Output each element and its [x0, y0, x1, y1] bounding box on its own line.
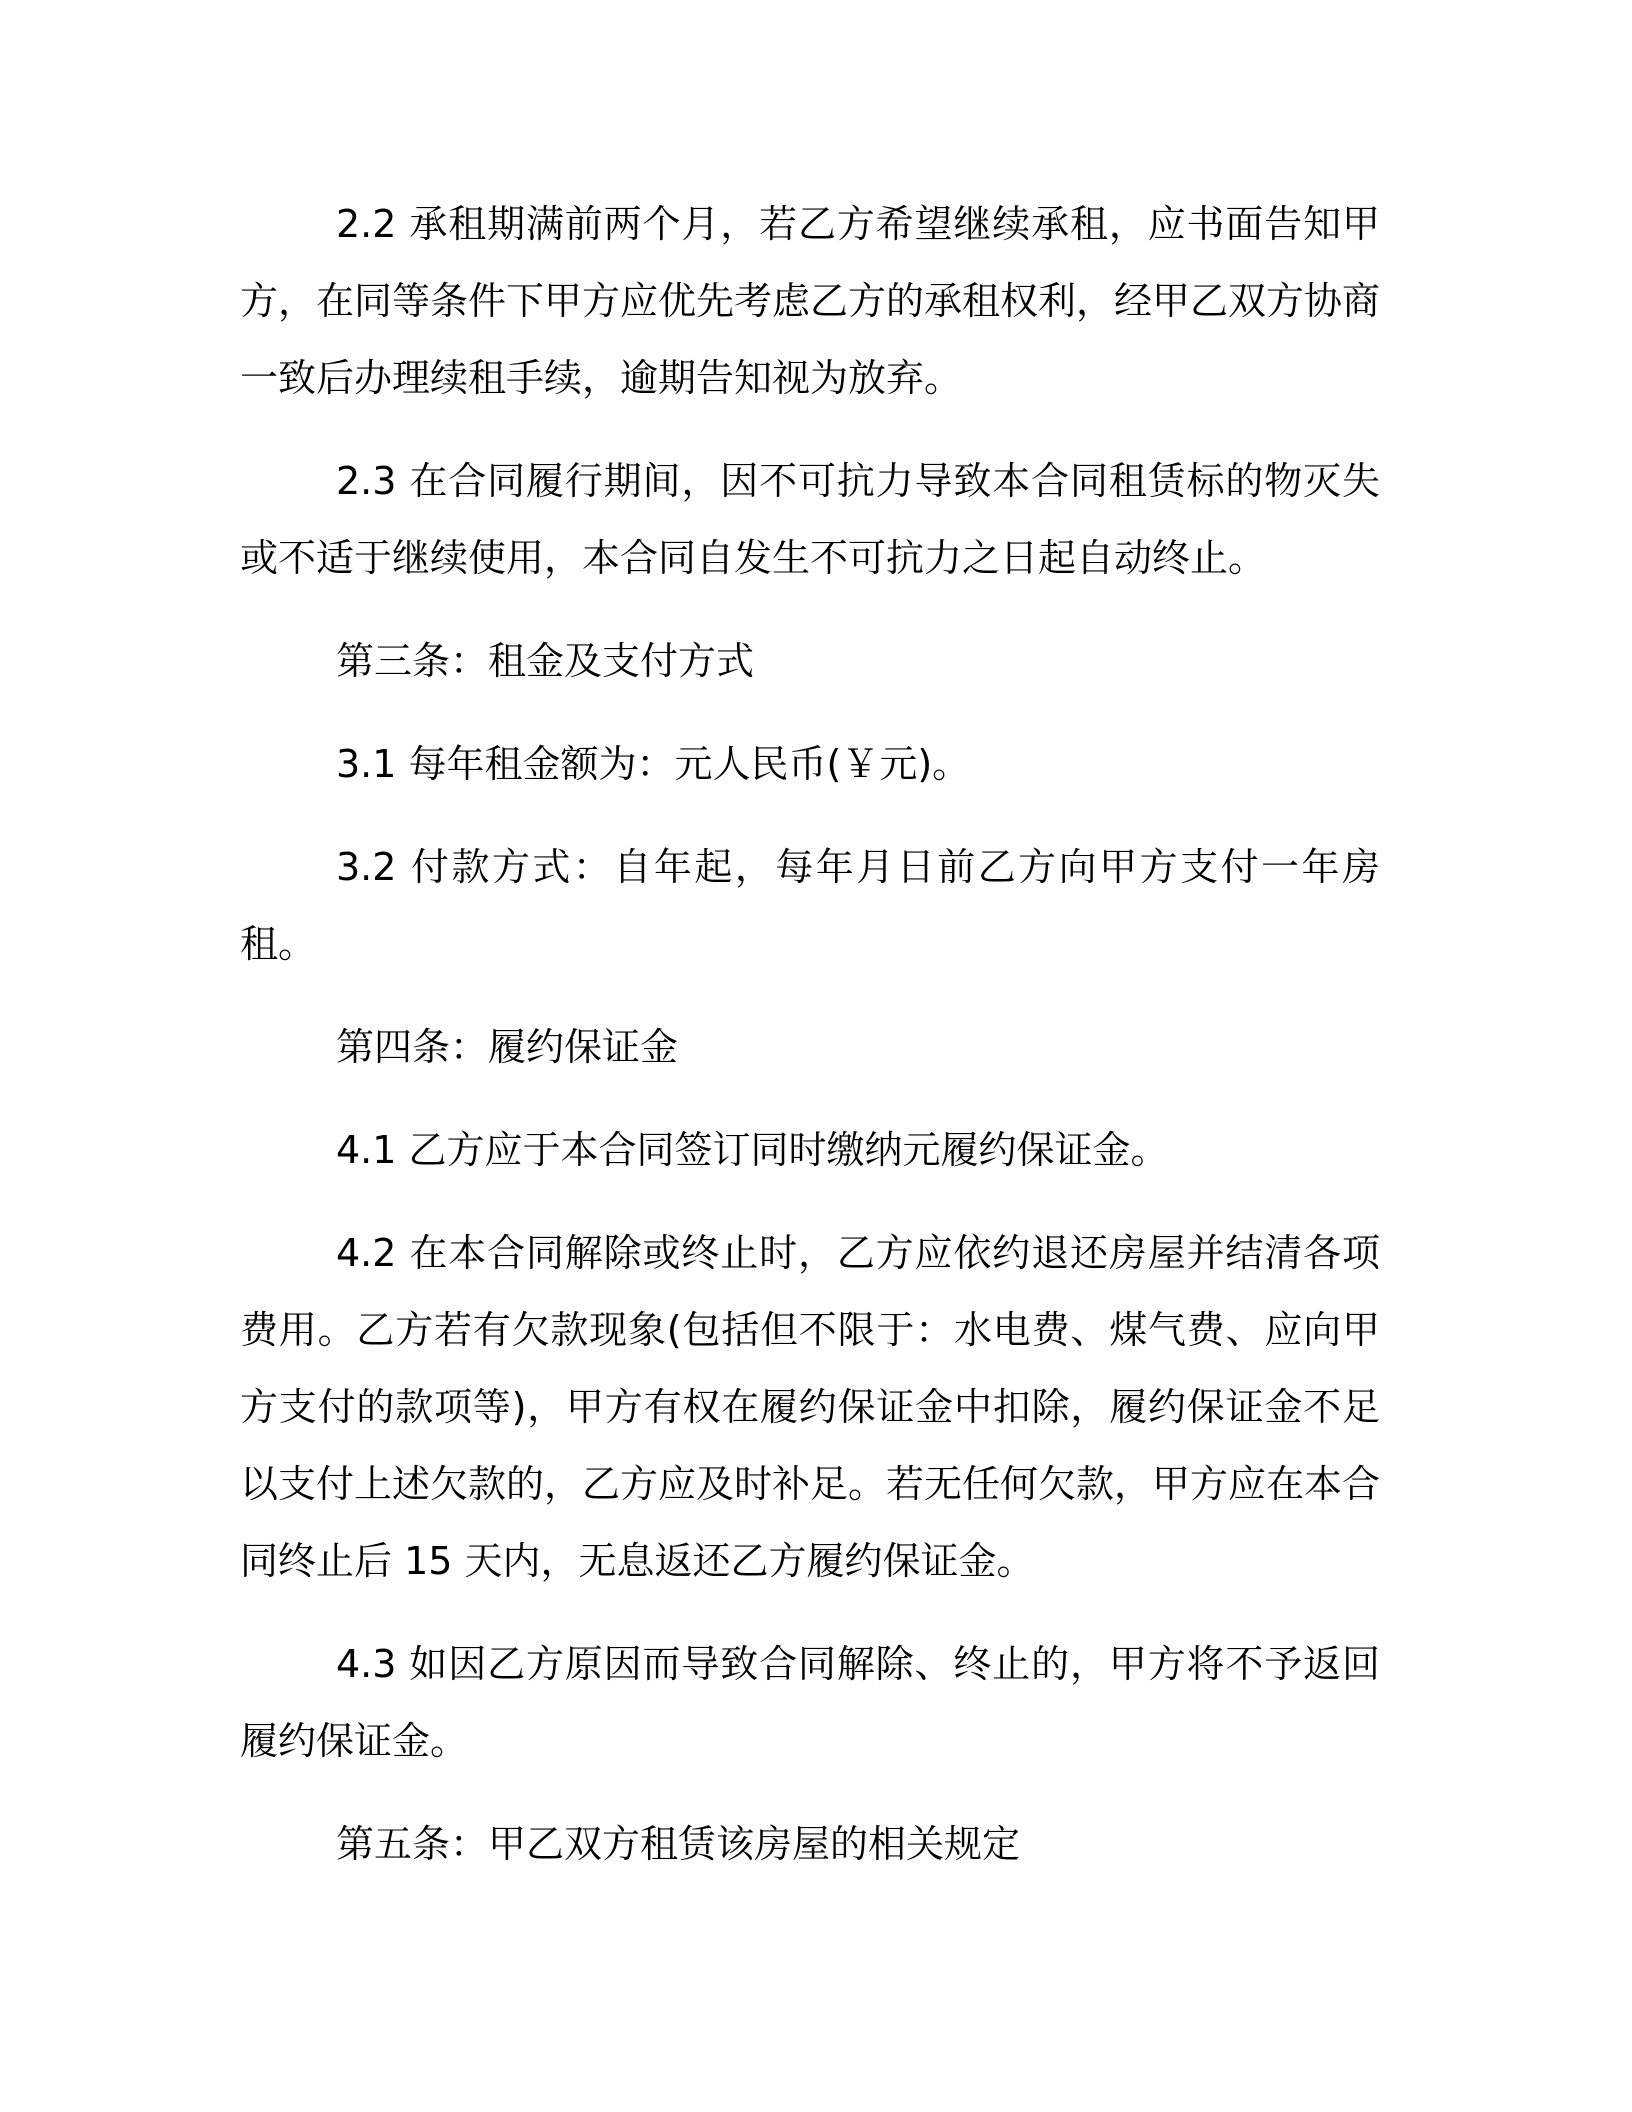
article-4-heading: 第四条：履约保证金 [336, 1025, 679, 1069]
clause-3-1: 3.1 每年租金额为：元人民币(￥元)。 [336, 742, 971, 786]
clause-4-2: 4.2 在本合同解除或终止时，乙方应依约退还房屋并结清各项费用。乙方若有欠款现象(包括但不限于：水电费、煤气费、应向甲方支付的款项等)，甲方有权在履约保证金中扣除，履约保证金不足以支付上述欠款的，乙方应及时补足。若无任何欠款，甲方应在本合同终止后 15 天内，无息返还乙方履约保证金。 [240, 1231, 1381, 1583]
article-3-heading: 第三条：租金及支付方式 [336, 639, 755, 683]
clause-3-2: 3.2 付款方式：自年起，每年月日前乙方向甲方支付一年房租。 [240, 845, 1380, 966]
clause-4-3: 4.3 如因乙方原因而导致合同解除、终止的，甲方将不予返回履约保证金。 [240, 1642, 1380, 1763]
clause-2-2: 2.2 承租期满前两个月，若乙方希望继续承租，应书面告知甲方，在同等条件下甲方应优先考虑乙方的承租权利，经甲乙双方协商一致后办理续租手续，逾期告知视为放弃。 [240, 202, 1381, 400]
clause-4-1: 4.1 乙方应于本合同签订同时缴纳元履约保证金。 [336, 1128, 1169, 1172]
document-body [240, 186, 1380, 1909]
clause-2-3: 2.3 在合同履行期间，因不可抗力导致本合同租赁标的物灭失或不适于继续使用，本合同自发生不可抗力之日起自动终止。 [240, 459, 1380, 580]
article-5-heading: 第五条：甲乙双方租赁该房屋的相关规定 [336, 1822, 1021, 1866]
